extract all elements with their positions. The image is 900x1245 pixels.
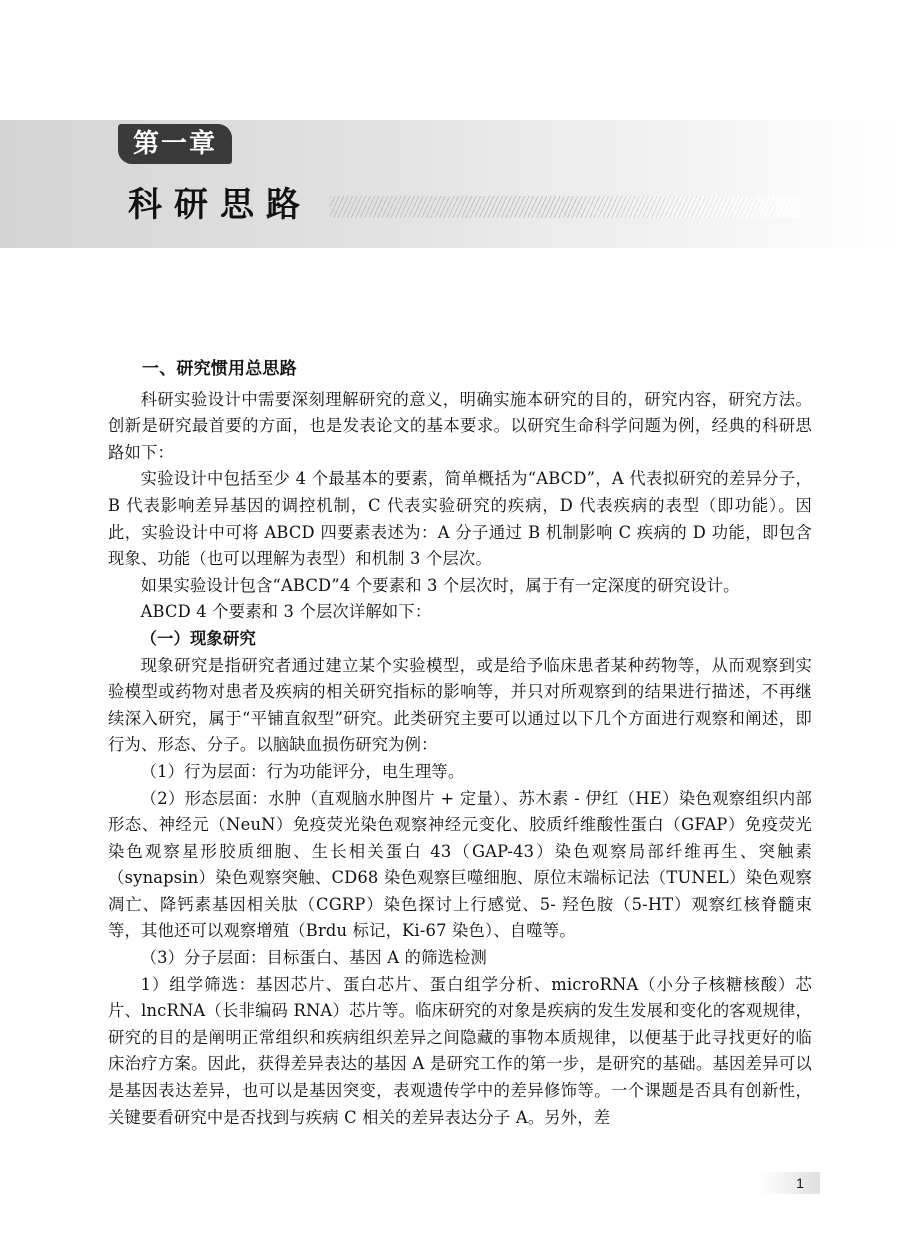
list-item-molecular: （3）分子层面：目标蛋白、基因 A 的筛选检测 (140, 948, 488, 968)
list-item-morphology: （2）形态层面：水肿（直观脑水肿图片 + 定量）、苏木素 - 伊红（HE）染色观察组织内部形态、神经元（NeuN）免疫荧光染色观察神经元变化、胶质纤维酸性蛋白（GFAP）免疫荧光染色观察星形胶质细胞、生长相关蛋白 43（GAP-43）染色观察局部纤维再生、突触素（synapsin）染色观察突触、CD68 染色观察巨噬细胞、原位末端标记法（TUNEL）染色观察凋亡、降钙素基因相关肽（CGRP）染色探讨上行感觉、5- 羟色胺（5-HT）观察红核脊髓束等，其他还可以观察增殖（Brdu 标记，Ki-67 染色）、自噬等。 (108, 788, 812, 941)
title-decoration-stripe (330, 196, 800, 218)
section-heading: 一、研究惯用总思路 (142, 359, 297, 379)
page-number: 1 (796, 1175, 804, 1191)
paragraph: 如果实验设计包含“ABCD”4 个要素和 3 个层次时，属于有一定深度的研究设计。 (140, 575, 740, 595)
subsection-heading: （一）现象研究 (140, 628, 256, 648)
list-item-behavior: （1）行为层面：行为功能评分，电生理等。 (140, 761, 465, 781)
paragraph: ABCD 4 个要素和 3 个层次详解如下： (140, 602, 432, 622)
paragraph: 科研实验设计中需要深刻理解研究的意义，明确实施本研究的目的，研究内容，研究方法。创新是研究最首要的方面，也是发表论文的基本要求。以研究生命科学问题为例，经典的科研思路如下： (108, 389, 812, 462)
body-text (108, 356, 812, 1131)
chapter-title: 科研思路 (128, 185, 312, 225)
list-item-omics-screening: 1）组学筛选：基因芯片、蛋白芯片、蛋白组学分析、microRNA（小分子核糖核酸）芯片、lncRNA（长非编码 RNA）芯片等。临床研究的对象是疾病的发生发展和变化的客观规律，研究的目的是阐明正常组织和疾病组织差异之间隐藏的事物本质规律，以便基于此寻找更好的临床治疗方案。因此，获得差异表达的基因 A 是研究工作的第一步，是研究的基础。基因差异可以是基因表达差异，也可以是基因突变，表观遗传学中的差异修饰等。一个课题是否具有创新性，关键要看研究中是否找到与疾病 C 相关的差异表达分子 A。另外，差 (108, 974, 812, 1127)
chapter-label-badge: 第一章 (118, 124, 232, 164)
paragraph: 实验设计中包括至少 4 个最基本的要素，简单概括为“ABCD”，A 代表拟研究的差异分子，B 代表影响差异基因的调控机制，C 代表实验研究的疾病，D 代表疾病的表型（即功能）。因此，实验设计中可将 ABCD 四要素表述为：A 分子通过 B 机制影响 C 疾病的 D 功能，即包含现象、功能（也可以理解为表型）和机制 3 个层次。 (108, 469, 812, 569)
paragraph: 现象研究是指研究者通过建立某个实验模型，或是给予临床患者某种药物等，从而观察到实验模型或药物对患者及疾病的相关研究指标的影响等，并只对所观察到的结果进行描述，不再继续深入研究，属于“平铺直叙型”研究。此类研究主要可以通过以下几个方面进行观察和阐述，即行为、形态、分子。以脑缺血损伤研究为例： (108, 655, 812, 755)
